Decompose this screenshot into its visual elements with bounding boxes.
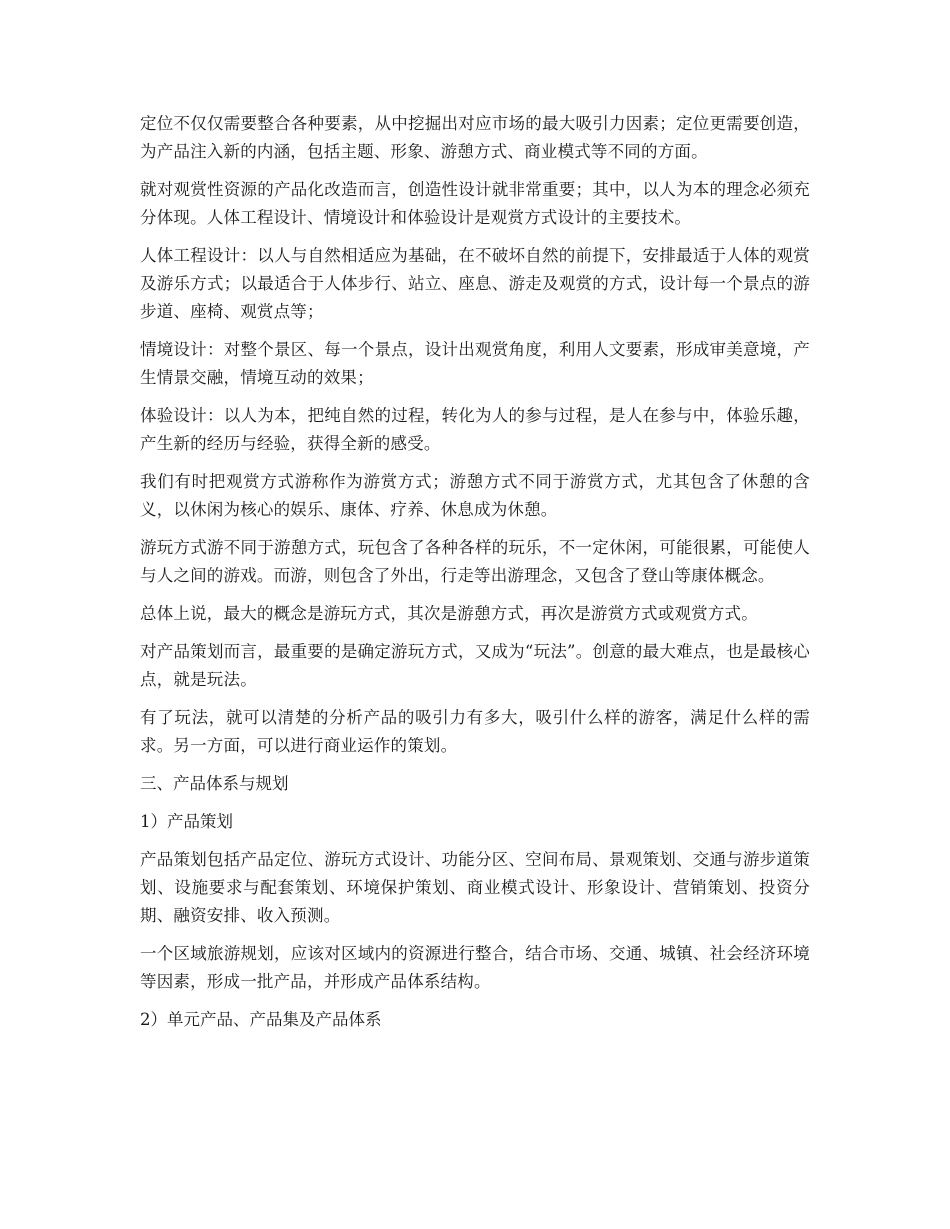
paragraph: 定位不仅仅需要整合各种要素，从中挖掘出对应市场的最大吸引力因素；定位更需要创造，为产品注入新的内涵，包括主题、形象、游憩方式、商业模式等不同的方面。: [140, 114, 810, 161]
section-heading: 三、产品体系与规划: [140, 774, 289, 793]
paragraph: 人体工程设计：以人与自然相适应为基础，在不破坏自然的前提下，安排最适于人体的观赏及游乐方式；以最适合于人体步行、站立、座息、游走及观赏的方式，设计每一个景点的游步道、座椅、观赏点等；: [140, 246, 810, 321]
paragraph: 对产品策划而言，最重要的是确定游玩方式，又成为“玩法”。创意的最大难点，也是最核心点，就是玩法。: [140, 642, 810, 689]
paragraph: 产品策划包括产品定位、游玩方式设计、功能分区、空间布局、景观策划、交通与游步道策划、设施要求与配套策划、环境保护策划、商业模式设计、形象设计、营销策划、投资分期、融资安排、收入预测。: [140, 850, 810, 925]
paragraph: 游玩方式游不同于游憩方式，玩包含了各种各样的玩乐，不一定休闲，可能很累，可能使人与人之间的游戏。而游，则包含了外出，行走等出游理念，又包含了登山等康体概念。: [140, 538, 810, 585]
paragraph: 有了玩法，就可以清楚的分析产品的吸引力有多大，吸引什么样的游客，满足什么样的需求。另一方面，可以进行商业运作的策划。: [140, 708, 810, 755]
paragraph: 就对观赏性资源的产品化改造而言，创造性设计就非常重要；其中，以人为本的理念必须充分体现。人体工程设计、情境设计和体验设计是观赏方式设计的主要技术。: [140, 180, 810, 227]
paragraph: 一个区域旅游规划，应该对区域内的资源进行整合，结合市场、交通、城镇、社会经济环境等因素，形成一批产品，并形成产品体系结构。: [140, 944, 810, 991]
paragraph: 我们有时把观赏方式游称作为游赏方式；游憩方式不同于游赏方式，尤其包含了休憩的含义，以休闲为核心的娱乐、康体、疗养、休息成为休憩。: [140, 472, 810, 519]
subheading: 2）单元产品、产品集及产品体系: [140, 1010, 382, 1029]
paragraph: 总体上说，最大的概念是游玩方式，其次是游憩方式，再次是游赏方式或观赏方式。: [140, 604, 758, 623]
subheading: 1）产品策划: [140, 812, 233, 831]
paragraph: 情境设计：对整个景区、每一个景点，设计出观赏角度，利用人文要素，形成审美意境，产生情景交融，情境互动的效果；: [140, 340, 810, 387]
paragraph: 体验设计：以人为本，把纯自然的过程，转化为人的参与过程，是人在参与中，体验乐趣，产生新的经历与经验，获得全新的感受。: [140, 406, 810, 453]
document-body: [140, 110, 810, 1044]
